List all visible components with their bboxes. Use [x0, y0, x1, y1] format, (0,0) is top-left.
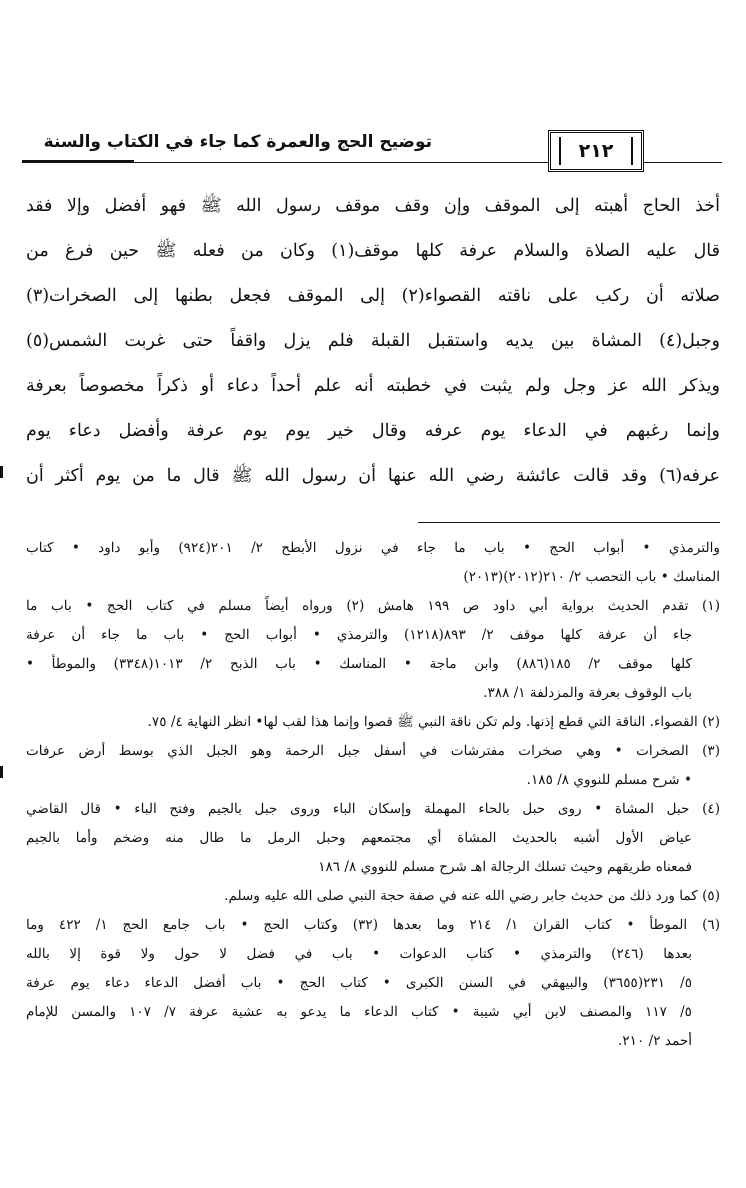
footnote-line: (٤) حبل المشاة • روى حبل بالحاء المهملة وإسكان الباء وروى جبل بالجيم وفتح الباء • قال القاضي — [26, 801, 720, 817]
footnote-line: بعدها (٢٤٦) والترمذي • كتاب الدعوات • باب في فضل لا حول ولا قوة إلا بالله — [26, 946, 692, 962]
header-rule-thick — [22, 160, 134, 163]
main-text-line: وجبل(٤) المشاة بين يديه واستقبل القبلة فلم يزل واقفاً حتى غربت الشمس(٥) — [26, 331, 720, 351]
main-text-line: صلاته أن ركب على ناقته القصواء(٢) إلى الموقف فجعل بطنها إلى الصخرات(٣) — [26, 286, 720, 306]
footnote-line: عياض الأول أشبه بالحديث المشاة أي مجتمعهم وحبل الرمل ما طال منه وضخم وأما بالجيم — [26, 830, 692, 846]
footnote-line: ٥/ ١١٧ والمصنف لابن أبي شيبة • كتاب الدعاء ما يدعو به عشية عرفة ٧/ ١٠٧ والمسن للإمام — [26, 1004, 692, 1020]
footnote-line: ٥/ ٢٣١(٣٦٥٥) والبيهقي في السنن الكبرى • كتاب الحج • باب أفضل الدعاء دعاء يوم عرفة — [26, 975, 692, 991]
footnote-line: المناسك • باب التحصب ٢/ ٢١٠(٢٠١٢)(٢٠١٣) — [463, 569, 720, 585]
footnote-line: باب الوقوف بعرفة والمزدلفة ١/ ٣٨٨. — [483, 685, 692, 701]
main-text — [26, 184, 720, 499]
footnote-divider — [418, 522, 720, 523]
main-text-line: عرفه(٦) وقد قالت عائشة رضي الله عنها أن رسول الله ﷺ قال ما من يوم أكثر أن — [26, 466, 720, 486]
main-text-line: أخذ الحاج أهبته إلى الموقف وإن وقف موقف رسول الله ﷺ فهو أفضل وإلا فقد — [26, 196, 720, 216]
footnote-line: (٦) الموطأ • كتاب القران ١/ ٢١٤ وما بعدها (٣٢) وكتاب الحج • باب جامع الحج ١/ ٤٢٢ وما — [26, 917, 721, 933]
footnote-line: (١) تقدم الحديث برواية أبي داود ص ١٩٩ هامش (٢) ورواه أيضاً مسلم في كتاب الحج • باب ما — [26, 598, 720, 614]
footnote-5 — [26, 882, 720, 911]
footnote-line: والترمذي • أبواب الحج • باب ما جاء في نزول الأبطح ٢/ ٢٠١(٩٢٤) وأبو داود • كتاب — [26, 540, 721, 556]
footnote-line: (٥) كما ورد ذلك من حديث جابر رضي الله عنه في صفة حجة النبي صلى الله عليه وسلم. — [224, 888, 720, 904]
footnote-6 — [26, 911, 720, 1056]
book-title: توضيح الحج والعمرة كما جاء في الكتاب والسنة — [43, 132, 432, 152]
footnote-line: فمعناه طريقهم وحيث تسلك الرجالة اهـ شرح مسلم للنووي ٨/ ١٨٦ — [318, 859, 692, 875]
main-text-line: ويذكر الله عز وجل ولم يثبت في خطبته أنه علم أحداً دعاء أو ذكراً مخصوصاً بعرفة — [26, 376, 720, 396]
footnote-line: • شرح مسلم للنووي ٨/ ١٨٥. — [526, 772, 692, 788]
margin-mark — [0, 766, 3, 778]
main-text-line: وإنما رغبهم في الدعاء يوم عرفه وقال خير يوم يوم عرفة وأفضل دعاء يوم — [26, 421, 720, 441]
footnote-line: أحمد ٢/ ٢١٠. — [618, 1033, 692, 1049]
footnote-2 — [26, 708, 720, 737]
footnote-line: (٢) القصواء. الناقة التي قطع إذنها. ولم تكن ناقة النبي ﷺ قصوا وإنما هذا لقب لها• انظر النهاية ٤/ ٧٥. — [147, 714, 720, 730]
footnote-line: كلها موقف ٢/ ١٨٥(٨٨٦) وابن ماجة • المناسك • باب الذبح ٢/ ١٠١٣(٣٣٤٨) والموطأ • — [26, 656, 693, 672]
margin-mark — [0, 466, 3, 478]
page-number: ٢١٢ — [548, 130, 644, 172]
main-text-line: قال عليه الصلاة والسلام عرفة كلها موقف(١) وكان من فعله ﷺ حين فرغ من — [26, 241, 720, 261]
footnote-3 — [26, 737, 720, 795]
footnote-continued — [26, 534, 720, 592]
running-header — [22, 130, 722, 174]
footnotes — [26, 534, 720, 1056]
footnote-line: جاء أن عرفة كلها موقف ٢/ ٨٩٣(١٢١٨) والترمذي • أبواب الحج • باب ما جاء أن عرفة — [26, 627, 692, 643]
footnote-1 — [26, 592, 720, 708]
footnote-line: (٣) الصخرات • وهي صخرات مفترشات في أسفل جبل الرحمة وهو الجبل الذي بوسط أرض عرفات — [26, 743, 720, 759]
footnote-4 — [26, 795, 720, 882]
